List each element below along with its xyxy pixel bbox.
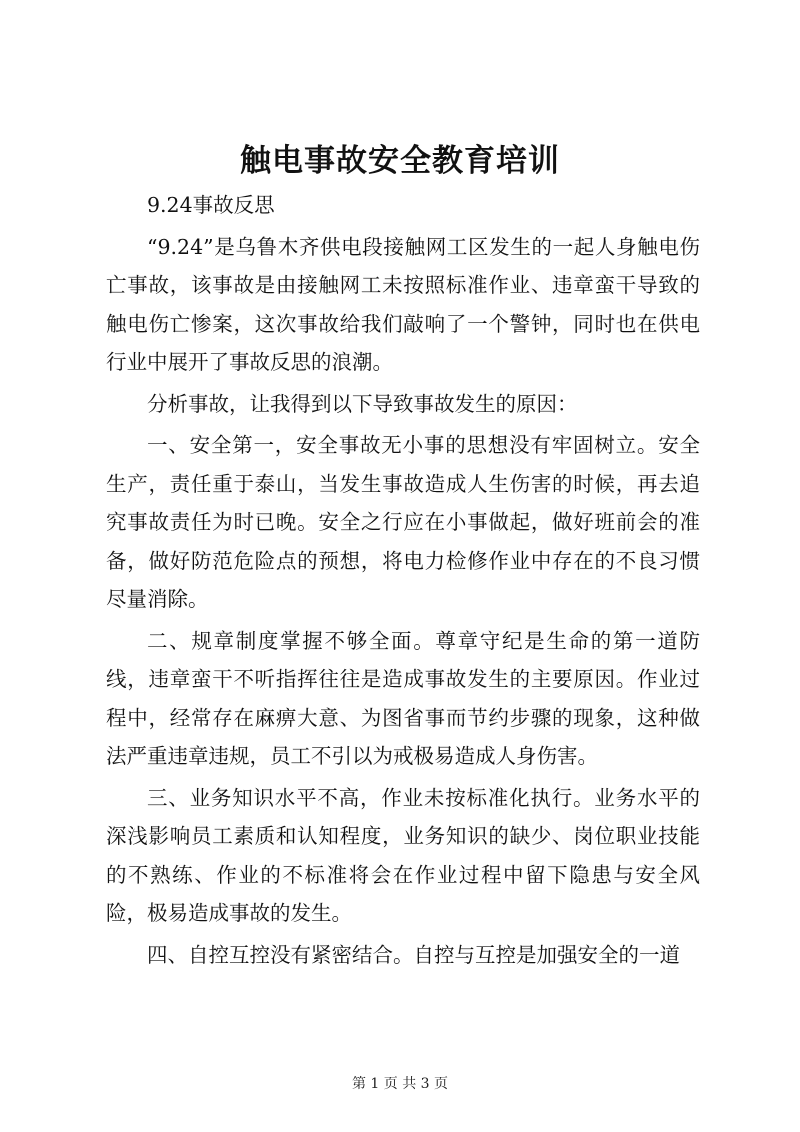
paragraph-reason-1: 一、安全第一，安全事故无小事的思想没有牢固树立。安全生产，责任重于泰山，当发生事故造成人生伤害的时候，再去追究事故责任为时已晚。安全之行应在小事做起，做好班前会的准备，做好防范危险点的预想，将电力检修作业中存在的不良习惯尽量消除。: [106, 433, 700, 611]
paragraph-reason-4: 四、自控互控没有紧密结合。自控与互控是加强安全的一道: [147, 942, 680, 967]
paragraph-reason-2: 二、规章制度掌握不够全面。尊章守纪是生命的第一道防线，违章蛮干不听指挥往往是造成事故发生的主要原因。作业过程中，经常存在麻痹大意、为图省事而节约步骤的现象，这种做法严重违章违规，员工不引以为戒极易造成人身伤害。: [106, 628, 700, 768]
document-body: [106, 186, 700, 977]
document-title: 触电事故安全教育培训: [240, 143, 560, 179]
paragraph-analysis: 分析事故，让我得到以下导致事故发生的原因：: [147, 391, 578, 416]
paragraph-intro: “9.24”是乌鲁木齐供电段接触网工区发生的一起人身触电伤亡事故，该事故是由接触网工未按照标准作业、违章蛮干导致的触电伤亡惨案，这次事故给我们敲响了一个警钟，同时也在供电行业中展开了事故反思的浪潮。: [106, 234, 700, 374]
subheading: 9.24事故反思: [147, 193, 275, 217]
page-number-footer: 第 1 页 共 3 页: [351, 1076, 449, 1092]
paragraph-reason-3: 三、业务知识水平不高，作业未按标准化执行。业务水平的深浅影响员工素质和认知程度，业务知识的缺少、岗位职业技能的不熟练、作业的不标准将会在作业过程中留下隐患与安全风险，极易造成事故的发生。: [106, 785, 700, 925]
